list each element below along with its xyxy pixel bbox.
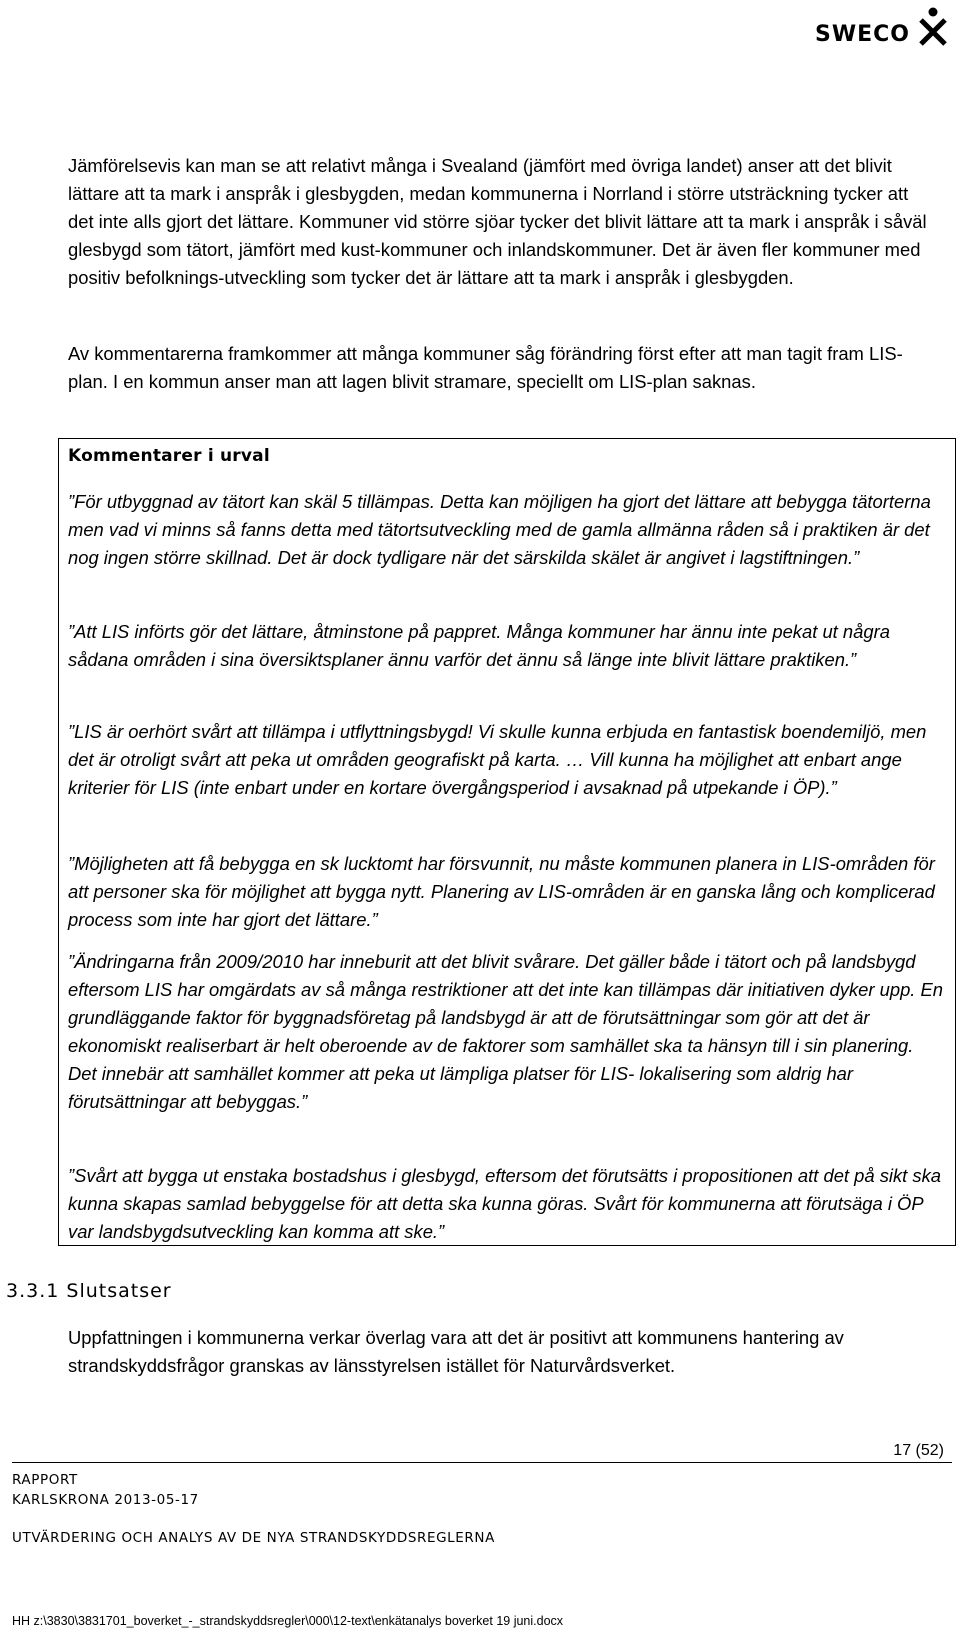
footer-divider: [12, 1462, 952, 1463]
section-heading: 3.3.1 Slutsatser: [6, 1280, 172, 1302]
sweco-logo: [815, 6, 955, 50]
quote: ”Att LIS införts gör det lättare, åtminstone på pappret. Många kommuner har ännu inte pekat ut några sådana områden i sina översiktsplaner ännu varför det ännu så länge inte blivit lättare praktiken.”: [68, 621, 890, 670]
section-paragraph: Uppfattningen i kommunerna verkar överlag vara att det är positivt att kommunens hantering av strandskyddsfrågor granskas av länsstyrelsen istället för Naturvårdsverket.: [68, 1327, 844, 1376]
page-number: 17 (52): [893, 1442, 944, 1459]
quote: ”För utbyggnad av tätort kan skäl 5 tillämpas. Detta kan möjligen ha gjort det lättare att bebygga tätorterna men vad vi minns så fanns detta med tätortsutveckling med de gamla allmänna råden så i praktiken är det nog ingen större skillnad. Det är dock tydligare när det särskilda skälet är angivet i lagstiftningen.”: [68, 491, 931, 568]
logo-text: SWECO: [815, 22, 910, 47]
sweco-mark-icon: [915, 6, 951, 46]
footer-place-date: KARLSKRONA 2013-05-17: [12, 1492, 199, 1508]
quote: ”Möjligheten att få bebygga en sk lucktomt har försvunnit, nu måste kommunen planera in LIS-områden för att personer ska för möjlighet att bygga nytt. Planering av LIS-områden är en ganska lång och komplicerad process som inte har gjort det lättare.”: [68, 853, 935, 930]
paragraph-1: Jämförelsevis kan man se att relativt många i Svealand (jämfört med övriga landet) anser att det blivit lättare att ta mark i anspråk i glesbygden, medan kommunerna i Norrland i större utsträckning tycker att det inte alls gjort det lättare. Kommuner vid större sjöar tycker det blivit lättare att ta mark i anspråk i såväl glesbygd som tätort, jämfört med kust-kommuner och inlandskommuner. Det är även fler kommuner med positiv befolknings-utveckling som tycker det är lättare att ta mark i anspråk i glesbygden.: [68, 155, 927, 288]
footer-doc-type: RAPPORT: [12, 1472, 78, 1488]
comments-box-title: Kommentarer i urval: [68, 446, 270, 466]
quote: ”Ändringarna från 2009/2010 har inneburit att det blivit svårare. Det gäller både i tätort och på landsbygd eftersom LIS har omgärdats av så många restriktioner att det inte kan tillämpas där initiativen dyker upp. En grundläggande faktor för byggnadsföretag på landsbygd är att de förutsättningar som gör att det är ekonomiskt realiserbart är helt oberoende av de faktorer som samhället ska ta hänsyn till i sin planering. Det innebär att samhället kommer att peka ut lämpliga platser för LIS- lokalisering som aldrig har förutsättningar att bebyggas.”: [68, 951, 944, 1112]
quote: ”LIS är oerhört svårt att tillämpa i utflyttningsbygd! Vi skulle kunna erbjuda en fantastisk boendemiljö, men det är otroligt svårt att peka ut områden geografiskt på karta. … Vill kunna ha möjlighet att enbart ange kriterier för LIS (inte enbart under en kortare övergångsperiod i avsaknad på utpekande i ÖP).”: [68, 721, 927, 798]
paragraph-2: Av kommentarerna framkommer att många kommuner såg förändring först efter att man tagit fram LIS-plan. I en kommun anser man att lagen blivit stramare, speciellt om LIS-plan saknas.: [68, 343, 903, 392]
quote: ”Svårt att bygga ut enstaka bostadshus i glesbygd, eftersom det förutsätts i propositionen att det på sikt ska kunna skapas samlad bebyggelse för att detta ska kunna göras. Svårt för kommunerna att förutsäga i ÖP var landsbygdsutveckling kan komma att ske.”: [68, 1165, 942, 1242]
footer-file-path: HH z:\3830\3831701_boverket_-_strandskyddsregler\000\12-text\enkätanalys boverket 19 juni.docx: [12, 1614, 564, 1628]
footer-report-title: UTVÄRDERING OCH ANALYS AV DE NYA STRANDSKYDDSREGLERNA: [12, 1530, 495, 1546]
